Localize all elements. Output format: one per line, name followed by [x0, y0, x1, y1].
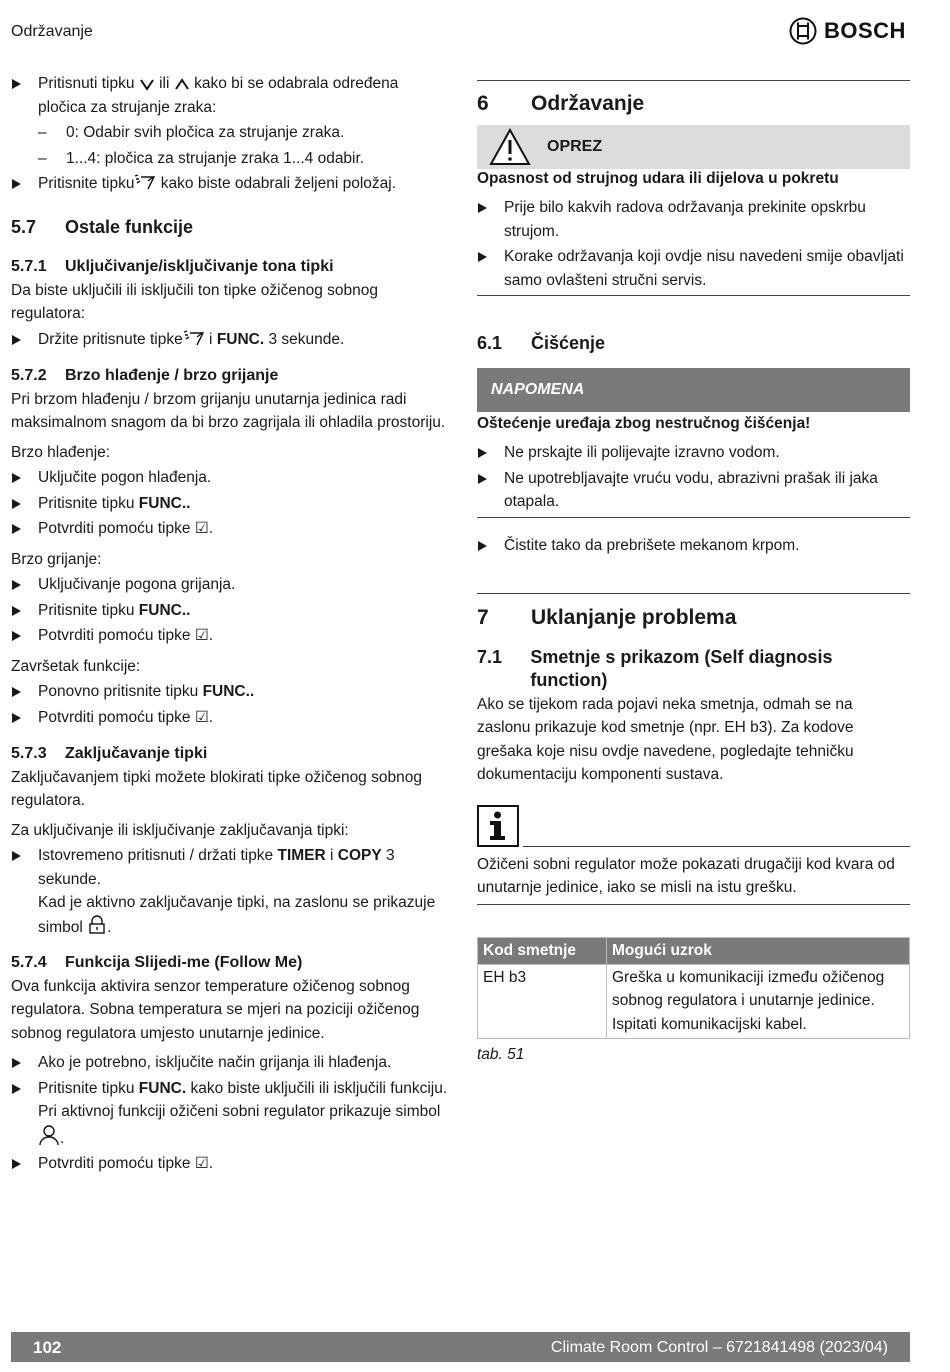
list-item: Potvrditi pomoću tipke ☑. [11, 1152, 451, 1176]
chevron-down-icon [139, 77, 155, 91]
paragraph: Zaključavanjem tipki možete blokirati tipke ožičenog sobnog regulatora. [11, 768, 422, 809]
list-item: – 1...4: pločica za strujanje zraka 1...4 odabir. [11, 147, 451, 171]
section-heading: 5.7.4 Funkcija Slijedi-me (Follow Me) [11, 954, 303, 971]
list-item: Pritisnuti tipku ili kako bi se odabrala određena pločica za strujanje zraka: [11, 72, 451, 119]
list-item: Prije bilo kakvih radova održavanja prekinite opskrbu strujom. [477, 196, 910, 243]
list-item: Uključite pogon hlađenja. [11, 466, 451, 490]
confirm-key-icon: ☑. [194, 1155, 214, 1172]
table-header: Mogući uzrok [607, 937, 910, 964]
list-item: Ponovno pritisnite tipku FUNC.. [11, 680, 451, 704]
list-item: Ne prskajte ili polijevajte izravno vodom. [477, 441, 910, 465]
table-row [478, 964, 910, 1039]
table-caption: tab. 51 [477, 1046, 525, 1063]
section-heading: 5.7.1 Uključivanje/isključivanje tona tipki [11, 258, 334, 275]
list-item: Pritisnite tipku FUNC.. [11, 599, 451, 623]
bosch-logo [789, 17, 906, 45]
table-header-row [478, 937, 910, 964]
section-heading: 6.1 Čišćenje [477, 333, 606, 353]
info-text: Ožičeni sobni regulator može pokazati drugačiji kod kvara od unutarnje jedinice, iako se misli na istu grešku. [477, 855, 895, 896]
left-column [11, 72, 451, 1176]
section-heading: 7.1 Smetnje s prikazom (Self diagnosis function) [477, 646, 833, 690]
chevron-up-icon [174, 77, 190, 91]
list-item: Uključivanje pogona grijanja. [11, 573, 451, 597]
list-item: Pritisnite tipku FUNC.. [11, 492, 451, 516]
section-heading: 5.7.2 Brzo hlađenje / brzo grijanje [11, 367, 279, 384]
footer-bar [11, 1332, 910, 1362]
table-header: Kod smetnje [478, 937, 607, 964]
divider [477, 80, 910, 81]
person-icon [38, 1124, 60, 1146]
paragraph: Završetak funkcije: [11, 657, 141, 675]
warning-subtitle: Opasnost od strujnog udara ili dijelova u pokretu [477, 169, 839, 187]
divider [477, 904, 910, 905]
bosch-wordmark: BOSCH [824, 18, 906, 44]
paragraph: Za uključivanje ili isključivanje zaključavanja tipki: [11, 821, 349, 839]
divider [523, 846, 910, 847]
confirm-key-icon: ☑. [194, 708, 214, 726]
list-item: – 0: Odabir svih pločica za strujanje zraka. [11, 121, 451, 145]
paragraph: Brzo hlađenje: [11, 443, 111, 461]
section-heading: 5.7.3 Zaključavanje tipki [11, 745, 208, 762]
chapter-heading: 6 Održavanje [477, 92, 645, 115]
paragraph: Ova funkcija aktivira senzor temperature ožičenog sobnog regulatora. Sobna temperatura se mjeri na poziciji ožičenog sobnog regulatora umjesto unutarnje jedinice. [11, 977, 420, 1042]
list-item: Potvrditi pomoću tipke ☑. [11, 706, 451, 730]
divider [477, 295, 910, 296]
table-cell: EH b3 [478, 964, 607, 1039]
list-item: Istovremeno pritisnuti / držati tipke TIMER i COPY 3 sekunde. Kad je aktivno zaključavanje tipki, na zaslonu se prikazuje simbol . [11, 844, 451, 939]
section-heading: 5.7 Ostale funkcije [11, 216, 194, 237]
info-box-header [477, 805, 910, 847]
warning-banner: OPREZ [477, 125, 910, 169]
list-item: Čistite tako da prebrišete mekanom krpom. [477, 534, 910, 558]
paragraph: Ako se tijekom rada pojavi neka smetnja, odmah se na zaslonu prikazuje kod smetnje (npr. EH b3). Za kodove grešaka koje nisu ovdje navedene, pogledajte tehničku dokumentaciju komponenti sustava. [477, 695, 854, 783]
warning-triangle-icon [489, 128, 531, 166]
paragraph: Pri brzom hlađenju / brzom grijanju unutarnja jedinica radi maksimalnom snagom da bi brzo zagrijala ili ohladila prostoriju. [11, 390, 446, 431]
list-item: Pritisnite tipku kako biste odabrali željeni položaj. [11, 172, 451, 196]
table-cell: Greška u komunikaciji između ožičenog sobnog regulatora i unutarnje jedinice. Ispitati komunikacijski kabel. [607, 964, 910, 1039]
list-item: Držite pritisnute tipke i FUNC. 3 sekunde. [11, 328, 451, 352]
paragraph: Brzo grijanje: [11, 550, 102, 568]
swing-key-icon [134, 173, 156, 191]
list-item: Potvrditi pomoću tipke ☑. [11, 624, 451, 648]
right-column [477, 72, 910, 1067]
confirm-key-icon: ☑. [194, 520, 214, 537]
swing-key-icon [183, 329, 205, 347]
divider [477, 517, 910, 518]
list-item: Pritisnite tipku FUNC. kako biste uključili ili isključili funkciju. Pri aktivnoj funkciji ožičeni sobni regulator prikazuje simbol . [11, 1077, 451, 1151]
lock-icon [87, 915, 107, 935]
list-item: Korake održavanja koji ovdje nisu navedeni smije obavljati samo ovlašteni stručni servis. [477, 245, 910, 292]
header-section-title: Održavanje [11, 23, 93, 40]
list-item: Ako je potrebno, isključite način grijanja ili hlađenja. [11, 1051, 451, 1075]
chapter-heading: 7 Uklanjanje problema [477, 606, 737, 629]
notice-subtitle: Oštećenje uređaja zbog nestručnog čišćenja! [477, 414, 811, 432]
list-item: Ne upotrebljavajte vruću vodu, abrazivni prašak ili jaka otapala. [477, 467, 910, 514]
divider [477, 593, 910, 594]
paragraph: Da biste uključili ili isključili ton tipke ožičenog sobnog regulatora: [11, 281, 379, 322]
info-icon [477, 805, 519, 847]
notice-banner: NAPOMENA [477, 368, 910, 412]
list-item: Potvrditi pomoću tipke ☑. [11, 517, 451, 541]
page-number: 102 [33, 1338, 62, 1357]
document-title: Climate Room Control – 6721841498 (2023/04) [550, 1339, 888, 1356]
bosch-armature-icon [789, 17, 817, 45]
confirm-key-icon: ☑. [194, 627, 214, 644]
error-code-table [477, 937, 910, 1040]
